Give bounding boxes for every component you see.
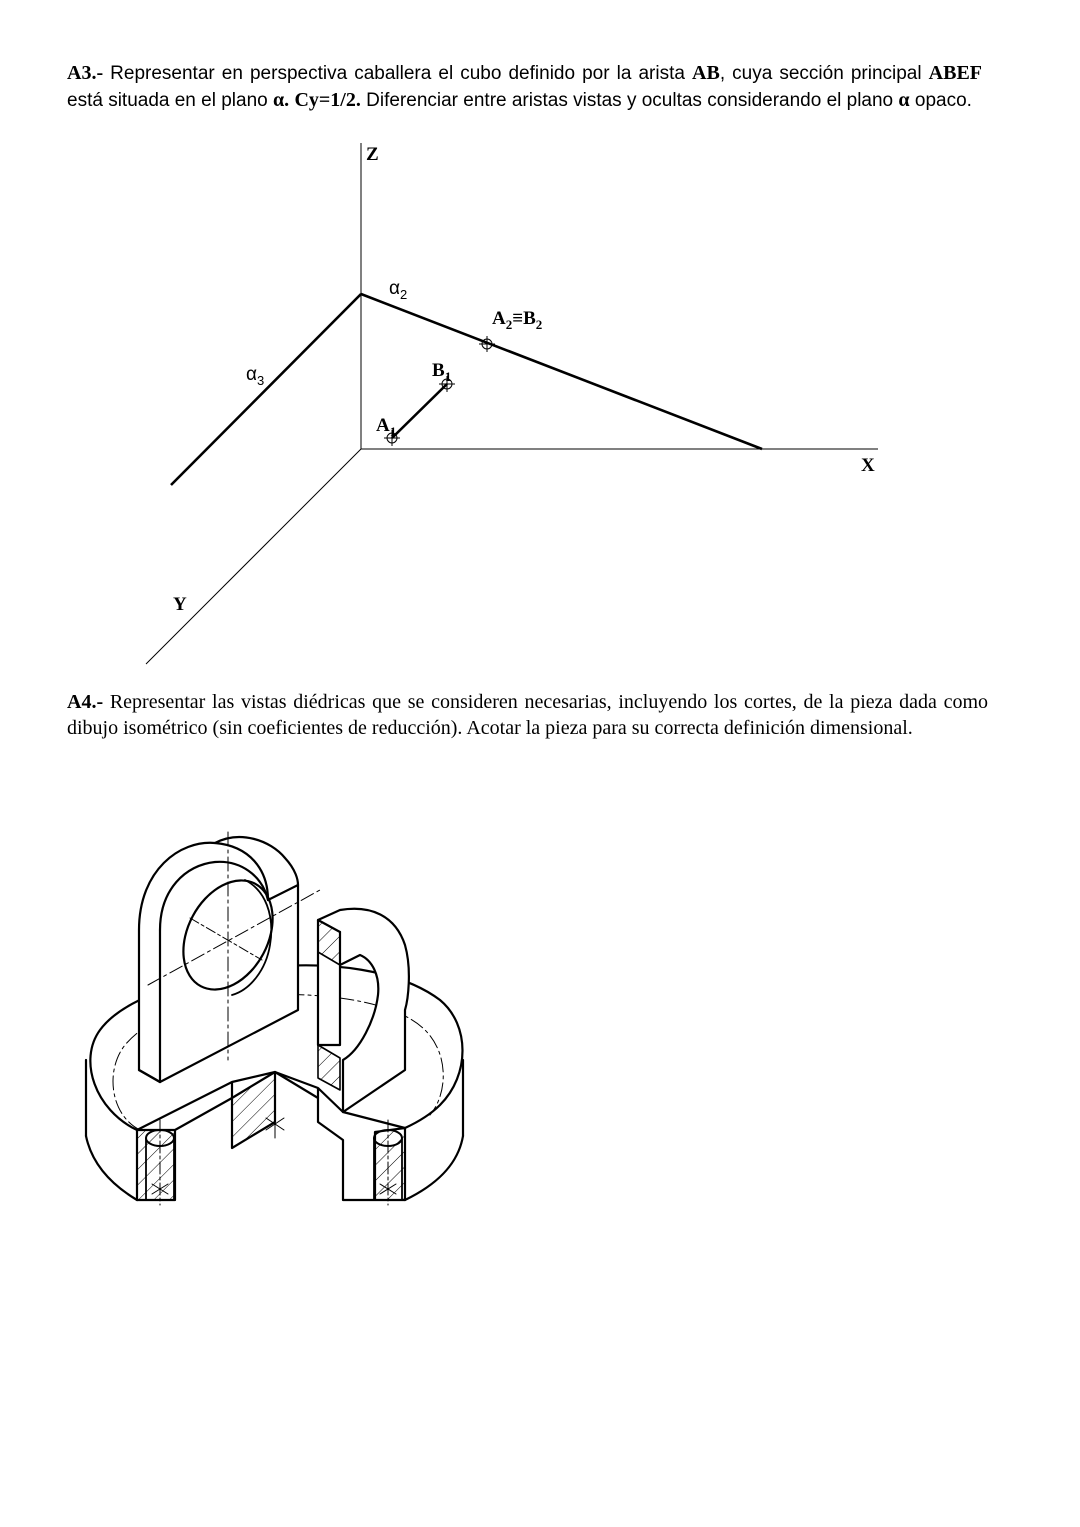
label-a1: $A_1$ [376, 415, 397, 439]
a3-plane-alpha-2: α [898, 89, 910, 111]
label-alpha3: $\alpha_3$ [246, 364, 265, 388]
a4-text: Representar las vistas diédricas que se consideren necesarias, incluyendo los cortes, de la pieza dada como dibujo isométrico (sin coeficientes de reducción). Acotar la pieza para su correcta definición dimensional. [67, 691, 988, 739]
hook-cut-foot [318, 1045, 340, 1090]
label-a2-b2: $A_2\equiv B_2$ [492, 308, 543, 332]
base-bottom-right-edge [405, 1136, 463, 1200]
a3-text-5: Diferenciar entre aristas vistas y ocultas considerando el plano [360, 90, 899, 111]
a3-text-3: está situada en el plano [67, 90, 273, 111]
a3-text-2: , cuya sección principal [719, 63, 929, 84]
figure-isometric-piece [86, 832, 463, 1205]
a3-text-6: opaco. [909, 90, 972, 111]
a3-section-abef: ABEF [928, 62, 982, 84]
a3-plane-alpha: α. [273, 89, 290, 111]
lug-front-face [139, 843, 298, 1082]
a4-code: A4.- [67, 691, 104, 713]
label-axis-z: Z [366, 144, 379, 165]
a3-edge-ab: AB [692, 62, 720, 84]
base-bottom-left-edge [86, 1136, 137, 1200]
trace-alpha2 [361, 294, 762, 449]
a3-code: A3.- [67, 62, 104, 84]
label-alpha2: $\alpha_2$ [389, 278, 408, 302]
trace-alpha3 [171, 294, 361, 485]
edge-ab [392, 384, 447, 438]
figure-cavalier-perspective [146, 143, 878, 664]
a3-text-1: Representar en perspectiva caballera el cubo definido por la arista [103, 63, 693, 84]
label-axis-x: X [861, 455, 875, 476]
point-marker-a2b2 [479, 336, 495, 352]
label-b1: $B_1$ [432, 360, 452, 384]
a3-coefficient: Cy=1/2. [294, 89, 361, 111]
axis-y-line [146, 449, 361, 664]
label-axis-y: Y [173, 594, 187, 615]
